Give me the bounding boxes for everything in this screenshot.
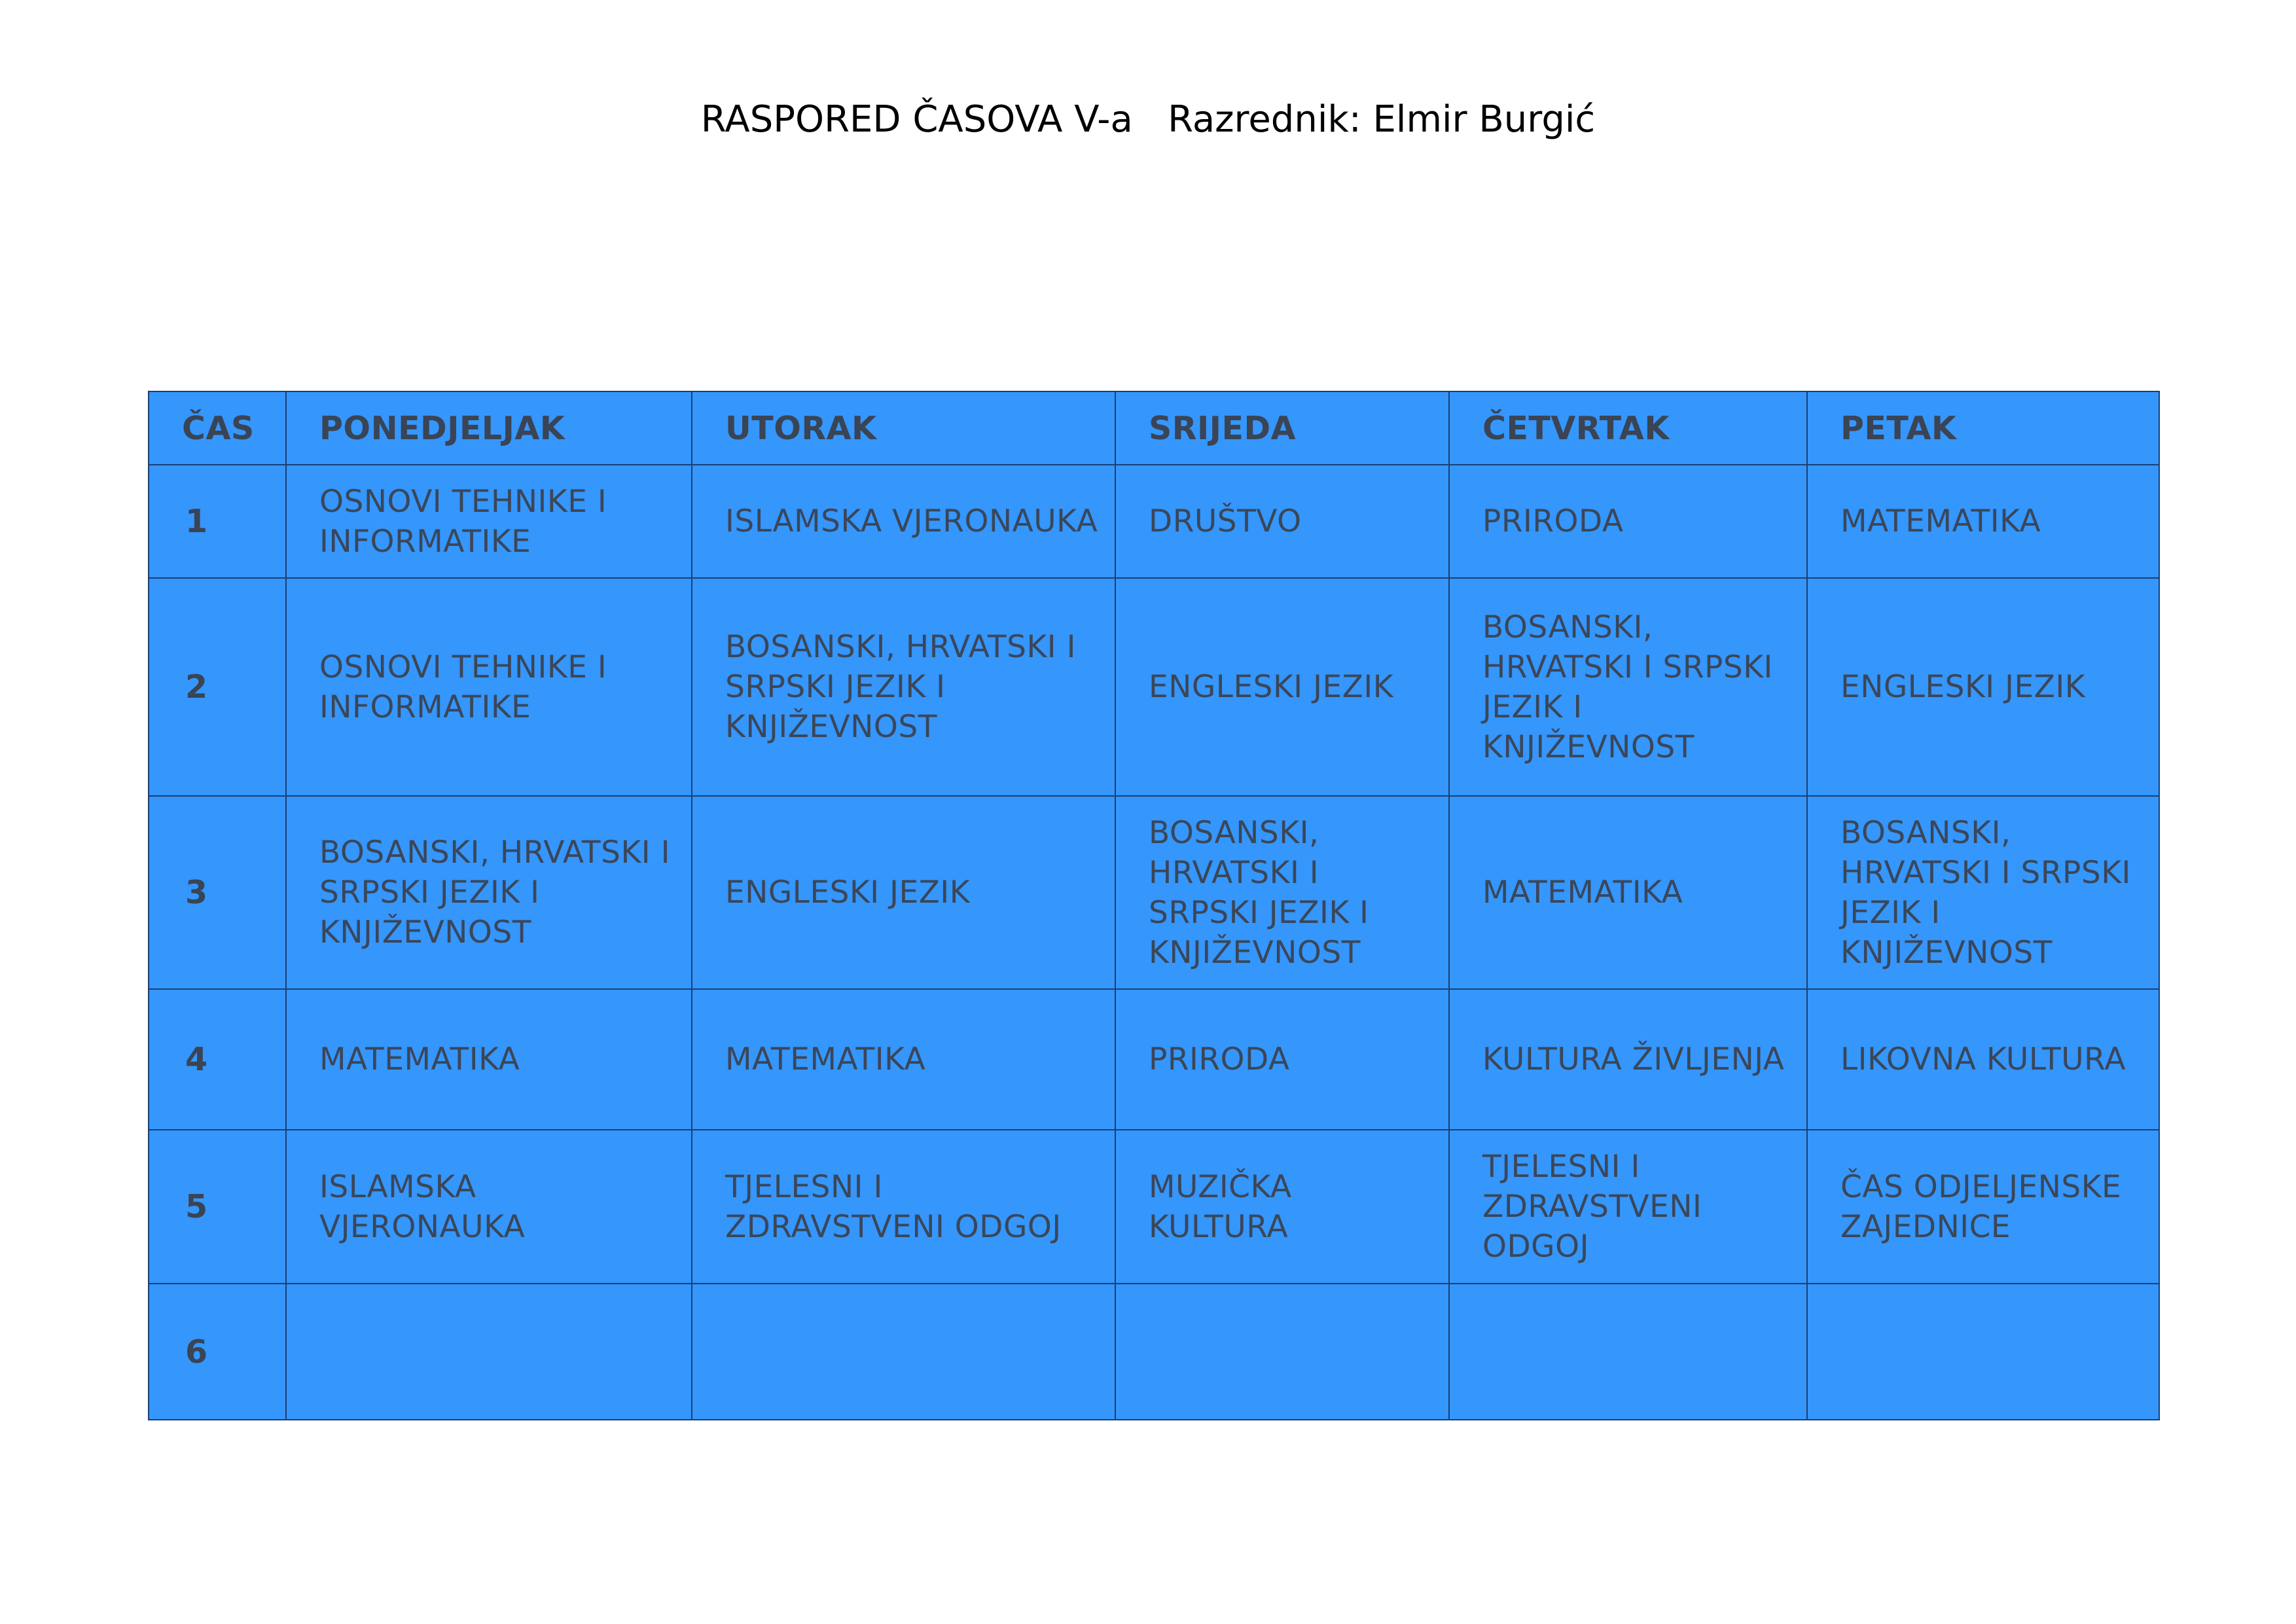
- table-cell: [1115, 578, 1449, 796]
- table-row: [149, 1284, 2159, 1420]
- cell-text: BOSANSKI, HRVATSKI I SRPSKI JEZIK I KNJIŽEVNOST: [1149, 814, 1369, 971]
- table-row: [149, 989, 2159, 1130]
- header-cetvrtak: ČETVRTAK: [1449, 391, 1807, 465]
- cell-text: OSNOVI TEHNIKE I INFORMATIKE: [319, 483, 607, 560]
- header-cas: ČAS: [149, 391, 286, 465]
- period-number: 1: [149, 465, 286, 578]
- cell-text: BOSANSKI, HRVATSKI I SRPSKI JEZIK I KNJIŽEVNOST: [1482, 609, 1773, 765]
- page-title: RASPORED ČASOVA V-a Razrednik: Elmir Burgić: [700, 98, 1596, 141]
- table-cell: [286, 578, 692, 796]
- period-number: 4: [149, 989, 286, 1130]
- table-cell: [692, 1284, 1115, 1420]
- table-cell: [1115, 1284, 1449, 1420]
- table-cell: [286, 465, 692, 578]
- table-cell: [1449, 989, 1807, 1130]
- table-cell: [692, 465, 1115, 578]
- cell-text: OSNOVI TEHNIKE I INFORMATIKE: [319, 649, 607, 725]
- cell-text: KULTURA ŽIVLJENJA: [1482, 1041, 1785, 1077]
- cell-text: BOSANSKI, HRVATSKI I SRPSKI JEZIK I KNJIŽEVNOST: [1840, 814, 2131, 971]
- header-petak: PETAK: [1807, 391, 2159, 465]
- table-cell: [1449, 465, 1807, 578]
- table-cell: [1807, 1284, 2159, 1420]
- cell-text: ENGLESKI JEZIK: [1149, 669, 1394, 705]
- table-cell: [1115, 796, 1449, 989]
- table-cell: [1807, 465, 2159, 578]
- period-number: 6: [149, 1284, 286, 1420]
- table-cell: [692, 989, 1115, 1130]
- table-row: [149, 465, 2159, 578]
- table-cell: [1115, 989, 1449, 1130]
- cell-text: BOSANSKI, HRVATSKI I SRPSKI JEZIK I KNJIŽEVNOST: [319, 835, 670, 950]
- header-ponedjeljak: PONEDJELJAK: [286, 391, 692, 465]
- cell-text: PRIRODA: [1149, 1041, 1290, 1077]
- period-number: 2: [149, 578, 286, 796]
- table-cell: [692, 578, 1115, 796]
- table-cell: [1449, 796, 1807, 989]
- header-srijeda: SRIJEDA: [1115, 391, 1449, 465]
- table-row: [149, 796, 2159, 989]
- cell-text: ENGLESKI JEZIK: [725, 875, 971, 911]
- cell-text: TJELESNI I ZDRAVSTVENI ODGOJ: [1482, 1149, 1702, 1265]
- table-cell: [1807, 578, 2159, 796]
- cell-text: LIKOVNA KULTURA: [1840, 1041, 2126, 1077]
- cell-text: PRIRODA: [1482, 503, 1624, 539]
- table-cell: [1807, 796, 2159, 989]
- cell-text: MATEMATIKA: [1482, 875, 1683, 911]
- timetable: [148, 391, 2160, 1420]
- table-cell: [1449, 1130, 1807, 1284]
- table-cell: [692, 796, 1115, 989]
- table-row: [149, 1130, 2159, 1284]
- cell-text: ENGLESKI JEZIK: [1840, 669, 2086, 705]
- table-cell: [286, 796, 692, 989]
- cell-text: BOSANSKI, HRVATSKI I SRPSKI JEZIK I KNJIŽEVNOST: [725, 629, 1076, 745]
- cell-text: MUZIČKA KULTURA: [1149, 1168, 1292, 1245]
- cell-text: ČAS ODJELJENSKE ZAJEDNICE: [1840, 1168, 2122, 1245]
- cell-text: MATEMATIKA: [1840, 503, 2041, 539]
- period-number: 3: [149, 796, 286, 989]
- table-cell: [1115, 1130, 1449, 1284]
- header-utorak: UTORAK: [692, 391, 1115, 465]
- table-cell: [286, 989, 692, 1130]
- cell-text: MATEMATIKA: [725, 1041, 926, 1077]
- cell-text: TJELESNI I ZDRAVSTVENI ODGOJ: [725, 1168, 1062, 1245]
- table-cell: [1115, 465, 1449, 578]
- table-cell: [1449, 578, 1807, 796]
- table-cell: [692, 1130, 1115, 1284]
- table-cell: [286, 1130, 692, 1284]
- table-row: [149, 578, 2159, 796]
- table-cell: [1807, 1130, 2159, 1284]
- cell-text: ISLAMSKA VJERONAUKA: [725, 503, 1098, 539]
- cell-text: MATEMATIKA: [319, 1041, 520, 1077]
- table-cell: [1449, 1284, 1807, 1420]
- table-cell: [286, 1284, 692, 1420]
- header-row: [149, 391, 2159, 465]
- cell-text: DRUŠTVO: [1149, 503, 1302, 539]
- table-cell: [1807, 989, 2159, 1130]
- period-number: 5: [149, 1130, 286, 1284]
- cell-text: ISLAMSKA VJERONAUKA: [319, 1168, 526, 1245]
